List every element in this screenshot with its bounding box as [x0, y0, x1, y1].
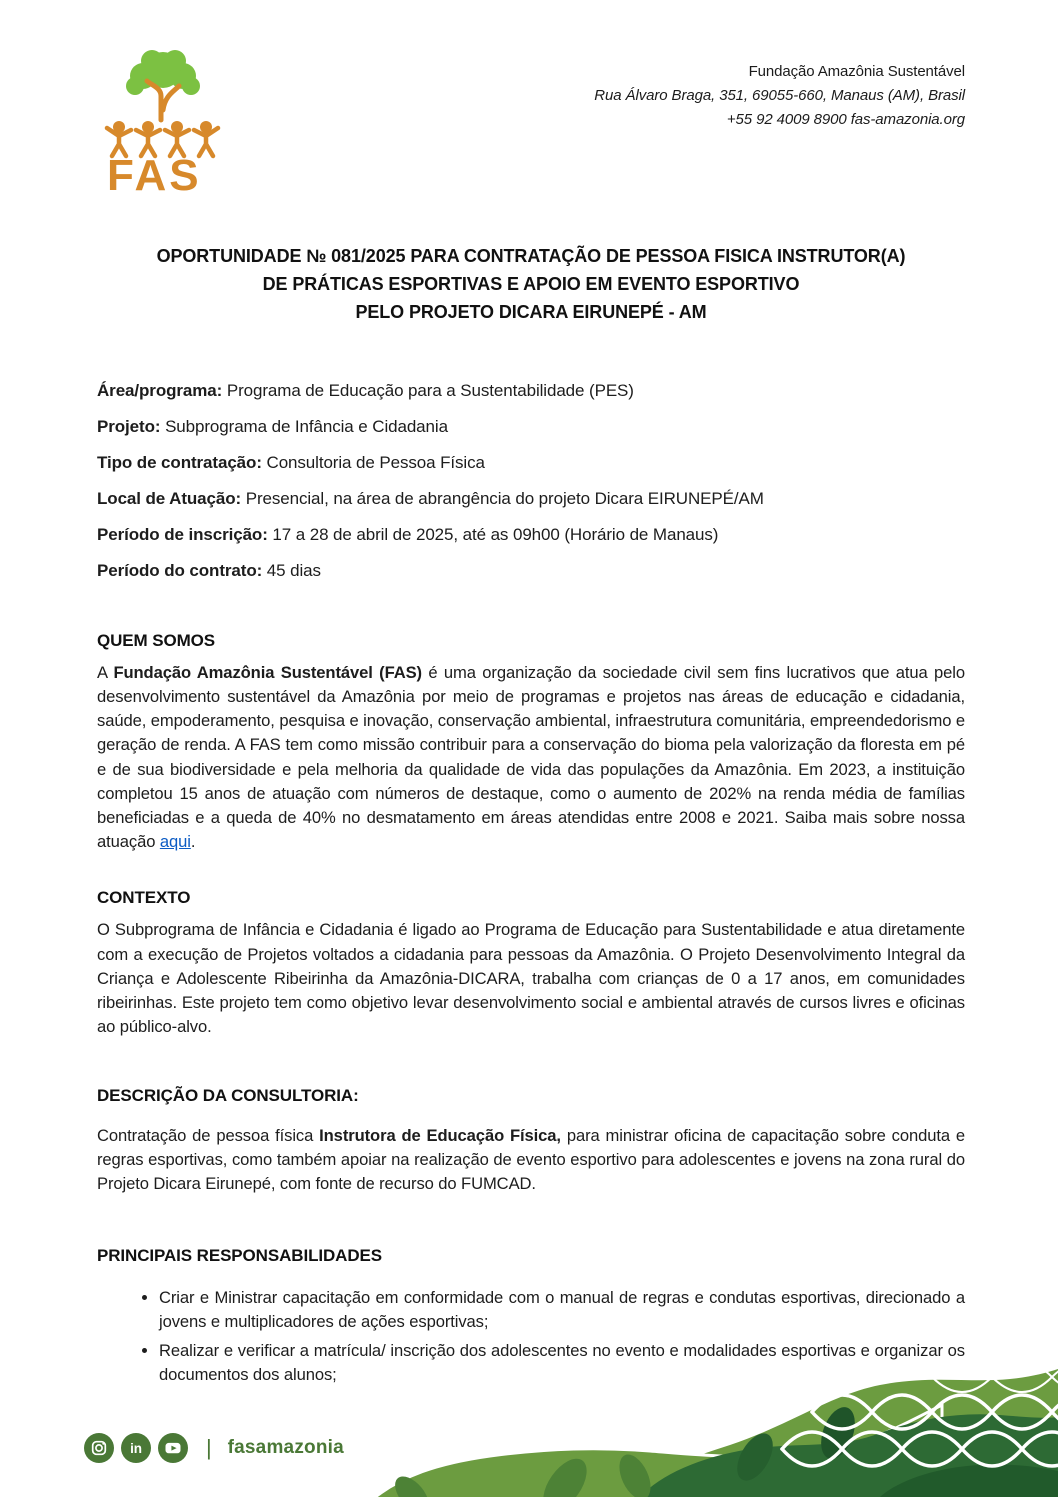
field-periodo-contrato: [97, 561, 965, 581]
field-projeto: [97, 417, 965, 437]
text-run: .: [190, 832, 196, 852]
header: [97, 0, 965, 197]
youtube-icon[interactable]: [158, 1433, 188, 1463]
org-phone-site: +55 92 4009 8900 fas-amazonia.org: [726, 111, 965, 128]
field-local-atuacao: [97, 489, 965, 509]
field-value: Programa de Educação para a Sustentabilidade (PES): [226, 380, 634, 400]
field-value: Subprograma de Infância e Cidadania: [165, 416, 448, 436]
heading-descricao: DESCRIÇÃO DA CONSULTORIA:: [97, 1085, 359, 1105]
responsibility-item: • Realizar e verificar a matrícula/ inscrição dos adolescentes no evento e modalidades esportivas e organizar os documentos dos alunos;: [159, 1339, 965, 1387]
responsibility-item: • Criar e Ministrar capacitação em conformidade com o manual de regras e condutas esportivas, direcionado a jovens e multiplicadores de ações esportivas;: [159, 1286, 965, 1334]
field-tipo-contratacao: [97, 453, 965, 473]
paragraph-contexto: O Subprograma de Infância e Cidadania é ligado ao Programa de Educação para Sustentabilidade e atua diretamente com a execução de Projetos voltados a cidadania para pessoas da Amazônia. O Projeto Desenvolvimento Integral da Criança e Adolescente Ribeirinha da Amazônia-DICARA, trabalha com crianças de 0 a 17 anos, em comunidades ribeirinhas. Este projeto tem como objetivo levar desenvolvimento social e ambiental através de cursos livres e oficinas ao público-alvo.: [97, 920, 965, 1037]
field-label: Período de inscrição:: [97, 524, 268, 544]
document-page: [97, 0, 965, 1391]
heading-contexto: CONTEXTO: [97, 888, 191, 908]
field-periodo-inscricao: [97, 525, 965, 545]
field-area-programa: [97, 381, 965, 401]
linkedin-icon[interactable]: [121, 1433, 151, 1463]
text-run: é uma organização da sociedade civil sem fins lucrativos que atua pelo desenvolvimento sustentável da Amazônia por meio de programas e projetos nas áreas de educação e cidadania, saúde, empoderamento, pesquisa e inovação, conservação ambiental, infraestrutura comunitária, empreendedorismo e geração de renda. A FAS tem como missão contribuir para a conservação do bioma pela valorização da floresta em pé e de sua biodiversidade e pela melhoria da qualidade de vida das populações da Amazônia. Em 2023, a instituição completou 15 anos de atuação com números de destaque, como o aumento de 202% na renda média de famílias beneficiadas e a queda de 40% no desmatamento em áreas atendidas entre 2008 e 2021. Saiba mais sobre nossa atuação: [97, 662, 966, 852]
title-line-2: DE PRÁTICAS ESPORTIVAS E APOIO EM EVENTO ESPORTIVO: [262, 273, 800, 294]
meta-fields: [97, 381, 965, 581]
footer-handle[interactable]: fasamazonia: [227, 1437, 344, 1458]
field-value: Presencial, na área de abrangência do projeto Dicara EIRUNEPÉ/AM: [245, 488, 764, 508]
paragraph-quem-somos: [97, 661, 965, 855]
org-name: Fundação Amazônia Sustentável: [748, 63, 965, 80]
contact-block: [594, 60, 965, 132]
title-line-3: PELO PROJETO DICARA EIRUNEPÉ - AM: [355, 301, 707, 322]
field-label: Projeto:: [97, 416, 161, 436]
heading-quem-somos: QUEM SOMOS: [97, 630, 216, 650]
text-run-bold: Instrutora de Educação Física,: [319, 1125, 561, 1145]
field-value: 17 a 28 de abril de 2025, até as 09h00 (Horário de Manaus): [272, 524, 719, 544]
field-label: Área/programa:: [97, 380, 223, 400]
document-title: [97, 243, 965, 327]
footer-social-bar: [84, 1433, 344, 1463]
svg-text:in: in: [130, 1441, 142, 1456]
field-label: Tipo de contratação:: [97, 452, 262, 472]
field-value: 45 dias: [266, 560, 321, 580]
tree-people-icon: [97, 44, 229, 192]
footer-separator: |: [206, 1435, 212, 1460]
field-label: Período do contrato:: [97, 560, 263, 580]
text-run: para ministrar oficina de capacitação sobre conduta e regras esportivas, como também apoiar na realização de evento esportivo para adolescentes e jovens na zona rural do Projeto Dicara Eirunepé, com fonte de recurso do FUMCAD.: [97, 1125, 966, 1193]
instagram-icon[interactable]: [84, 1433, 114, 1463]
text-run-bold: Fundação Amazônia Sustentável (FAS): [113, 662, 422, 682]
paragraph-descricao: [97, 1124, 965, 1197]
title-line-1: OPORTUNIDADE № 081/2025 PARA CONTRATAÇÃO DE PESSOA FISICA INSTRUTOR(A): [156, 246, 906, 266]
text-run: A: [97, 662, 114, 682]
aqui-link[interactable]: aqui: [159, 832, 191, 852]
fas-logo: [97, 44, 247, 197]
green-hills-illustration: [0, 1357, 1058, 1497]
heading-responsabilidades: PRINCIPAIS RESPONSABILIDADES: [97, 1246, 382, 1266]
footer-wave-graphic: [0, 1357, 1058, 1497]
logo-text: FAS: [107, 151, 202, 192]
text-run: Contratação de pessoa física: [97, 1125, 320, 1145]
field-label: Local de Atuação:: [97, 488, 242, 508]
org-address: Rua Álvaro Braga, 351, 69055-660, Manaus (AM), Brasil: [594, 87, 965, 104]
field-value: Consultoria de Pessoa Física: [266, 452, 485, 472]
